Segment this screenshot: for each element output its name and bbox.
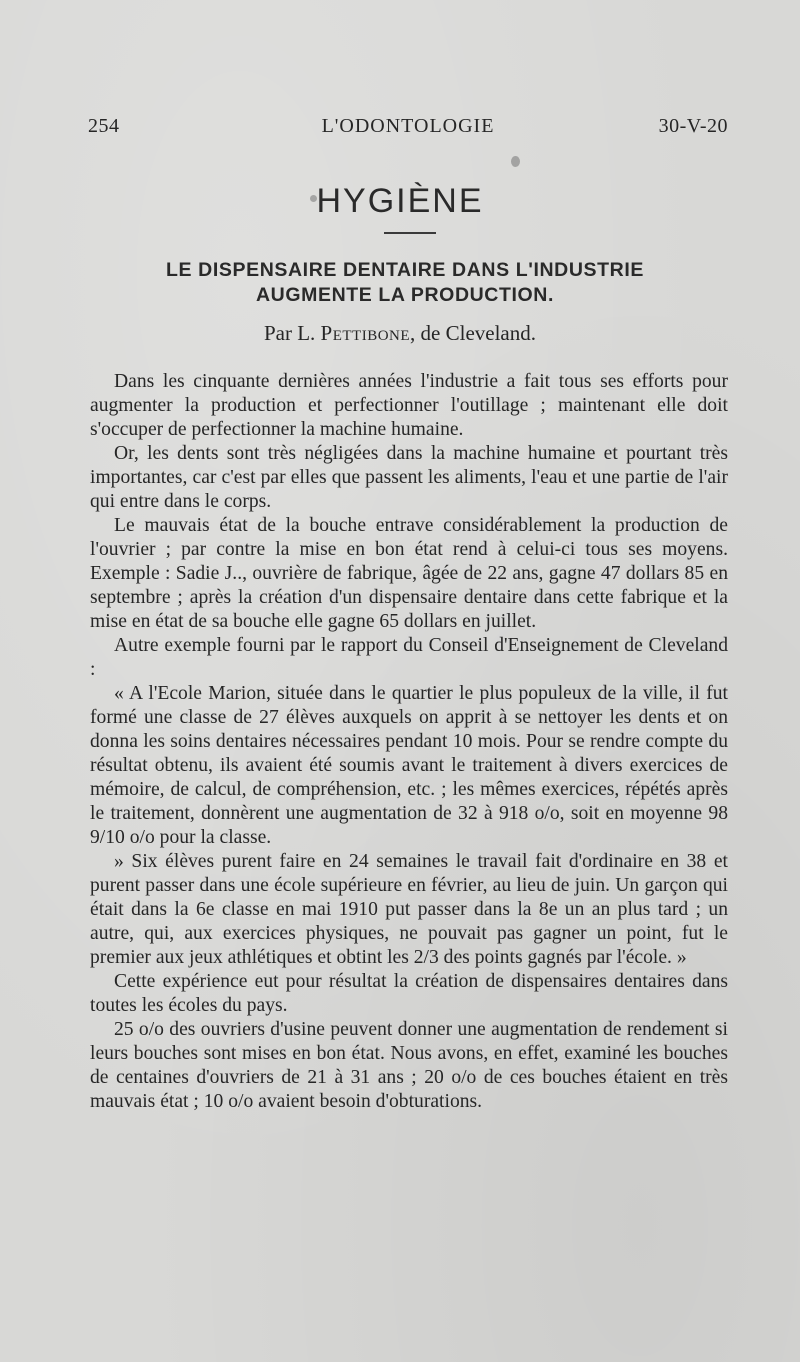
paragraph: Or, les dents sont très négligées dans la machine humaine et pourtant très importantes, car c'est par elles que passent les aliments, l'eau et une partie de l'air qui entre dans le corps. [90,443,728,512]
article-body [90,370,728,1114]
author-name: Pettibone [320,321,411,345]
paragraph: Cette expérience eut pour résultat la création de dispensaires dentaires dans toutes les écoles du pays. [90,971,728,1016]
byline [0,321,800,346]
journal-title: L'ODONTOLOGIE [321,115,495,137]
paragraph: » Six élèves purent faire en 24 semaines le travail fait d'ordinaire en 38 et purent passer dans une école supérieure en février, au lieu de juin. Un garçon qui était dans la 6e classe en mai 1910 put passer dans la 8e un an plus tard ; un autre, qui, aux exercices physiques, ne pouvait pas gagner un point, fut le premier aux jeux athlétiques et obtint les 2/3 des points gagnés par l'école. » [90,851,728,968]
ink-blot [511,156,520,167]
paragraph: 25 o/o des ouvriers d'usine peuvent donner une augmentation de rendement si leurs bouches sont mises en bon état. Nous avons, en effet, examiné les bouches de centaines d'ouvriers de 21 à 31 ans ; 20 o/o de ces bouches étaient en très mauvais état ; 10 o/o avaient besoin d'obturations. [90,1019,728,1112]
byline-suffix: , de Cleveland. [410,321,537,345]
article-title [80,258,730,308]
article-title-line: LE DISPENSAIRE DENTAIRE DANS L'INDUSTRIE [166,259,644,281]
page-number: 254 [88,115,120,137]
byline-prefix: Par L. [263,321,321,345]
paragraph: Dans les cinquante dernières années l'industrie a fait tous ses efforts pour augmenter la production et perfectionner l'outillage ; maintenant elle doit s'occuper de perfectionner la machine humaine. [90,371,728,440]
running-head [88,115,728,141]
section-title: HYGIÈNE [316,182,484,220]
title-rule [384,232,436,234]
issue-date: 30-V-20 [658,115,728,137]
paragraph: Le mauvais état de la bouche entrave considérablement la production de l'ouvrier ; par contre la mise en bon état rend à celui-ci tous ses moyens. Exemple : Sadie J.., ouvrière de fabrique, âgée de 22 ans, gagne 47 dollars 85 en septembre ; après la création d'un dispensaire dentaire dans cette fabrique et la mise en état de sa bouche elle gagne 65 dollars en juillet. [90,515,728,632]
paragraph: « A l'Ecole Marion, située dans le quartier le plus populeux de la ville, il fut formé une classe de 27 élèves auxquels on apprit à se nettoyer les dents et on donna les soins dentaires nécessaires pendant 10 mois. Pour se rendre compte du résultat obtenu, ils avaient été soumis avant le traitement à divers exercices de mémoire, de calcul, de compréhension, etc. ; les mêmes exercices, répétés après le traitement, donnèrent une augmentation de 32 à 918 o/o, soit en moyenne 98 9/10 o/o pour la classe. [90,683,728,848]
paragraph: Autre exemple fourni par le rapport du Conseil d'Enseignement de Cleveland : [90,635,728,680]
article-title-line: AUGMENTE LA PRODUCTION. [256,284,554,306]
